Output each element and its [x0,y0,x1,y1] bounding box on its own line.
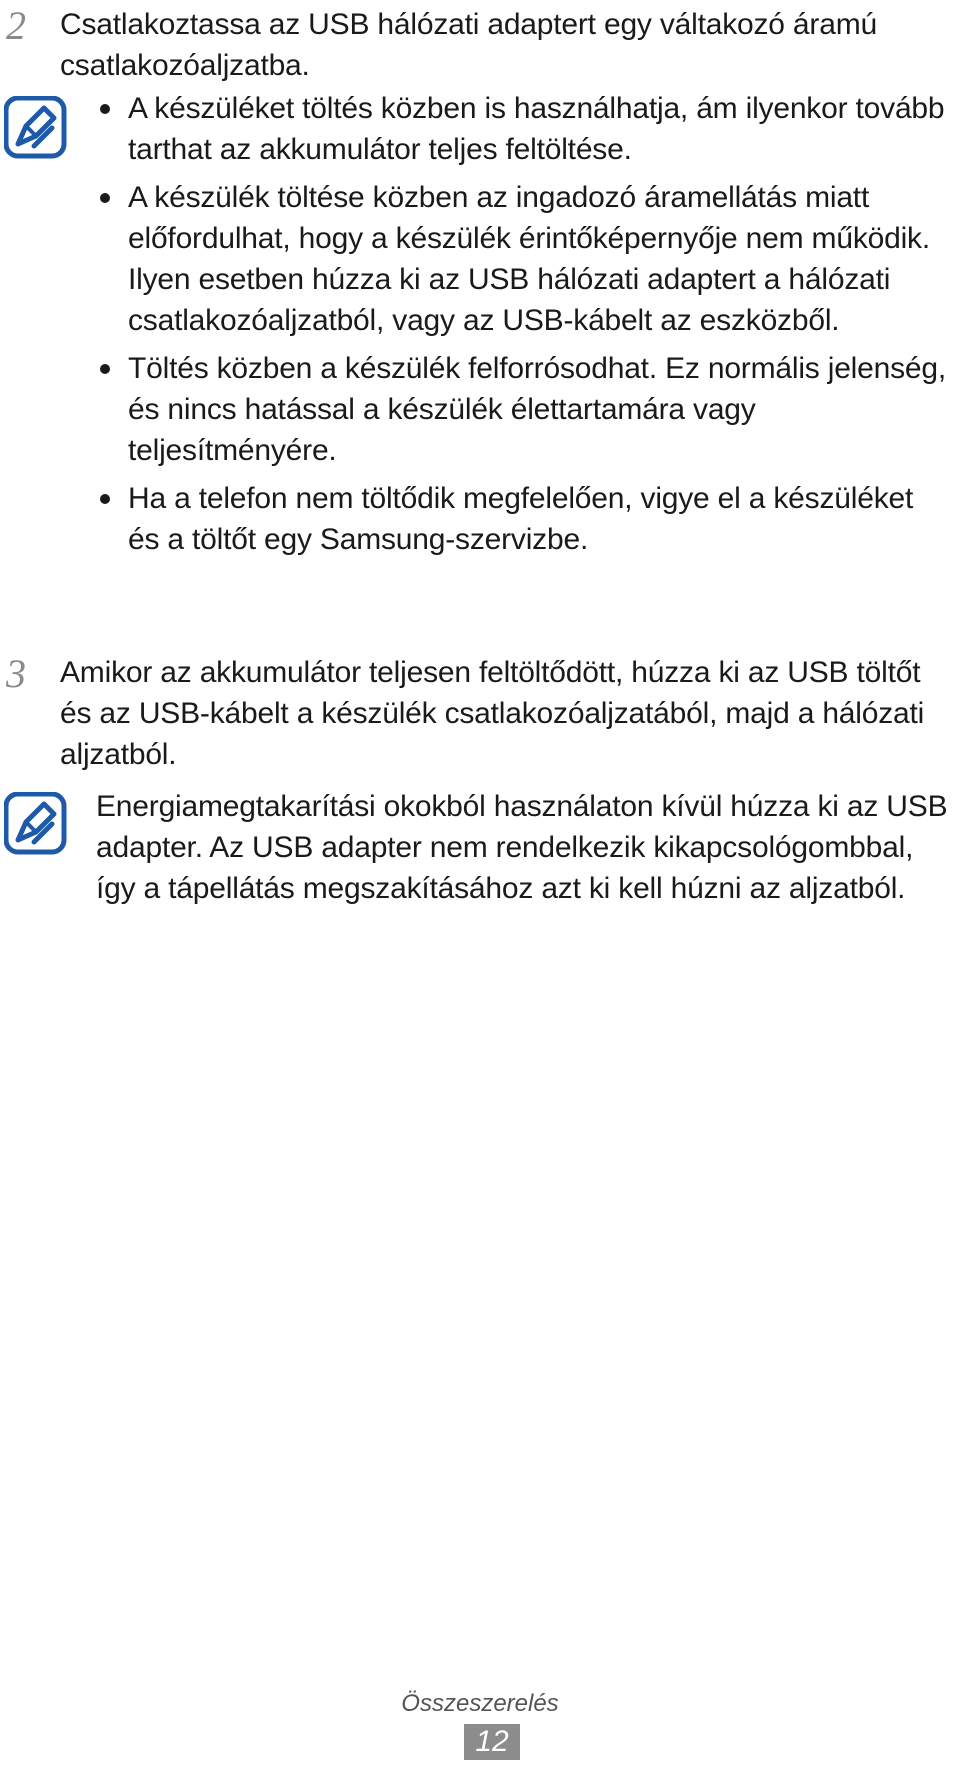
note-pencil-icon [4,96,68,160]
bullet-icon [100,364,110,374]
bullet-text: A készülék töltése közben az ingadozó áramellátás miatt előfordulhat, hogy a készülék érintőképernyője nem működik. Ilyen esetben húzza ki az USB hálózati adaptert a hálózati csatlakozóaljzatból, vagy az USB-kábelt az eszközből. [128,181,930,337]
list-item [100,478,950,560]
bullet-icon [100,494,110,504]
list-item [100,177,950,341]
step-number: 2 [6,3,26,48]
bullet-text: Töltés közben a készülék felforrósodhat. Ez normális jelenség, és nincs hatással a készülék élettartamára vagy teljesítményére. [128,352,947,467]
bullet-icon [100,193,110,203]
bullet-icon [100,104,110,114]
note-pencil-icon [4,792,68,856]
step-number: 3 [6,651,26,696]
footer-section-title: Összeszerelés [401,1690,559,1717]
note-bullet-list [100,88,950,567]
bullet-text: A készüléket töltés közben is használhatja, ám ilyenkor tovább tarthat az akkumulátor teljes feltöltése. [128,92,945,166]
list-item [100,348,950,471]
list-item [100,88,950,170]
bullet-text: Ha a telefon nem töltődik megfelelően, vigye el a készüléket és a töltőt egy Samsung-szervizbe. [128,482,914,556]
step-instruction: Amikor az akkumulátor teljesen feltöltődött, húzza ki az USB töltőt és az USB-kábelt a készülék csatlakozóaljzatából, majd a hálózati aljzatból. [60,656,925,771]
page-number: 12 [464,1724,520,1760]
note-text: Energiamegtakarítási okokból használaton kívül húzza ki az USB adapter. Az USB adapter nem rendelkezik kikapcsológombbal, így a tápellátás megszakításához azt ki kell húzni az aljzatból. [96,790,948,905]
step-instruction: Csatlakoztassa az USB hálózati adaptert egy váltakozó áramú csatlakozóaljzatba. [60,8,877,82]
